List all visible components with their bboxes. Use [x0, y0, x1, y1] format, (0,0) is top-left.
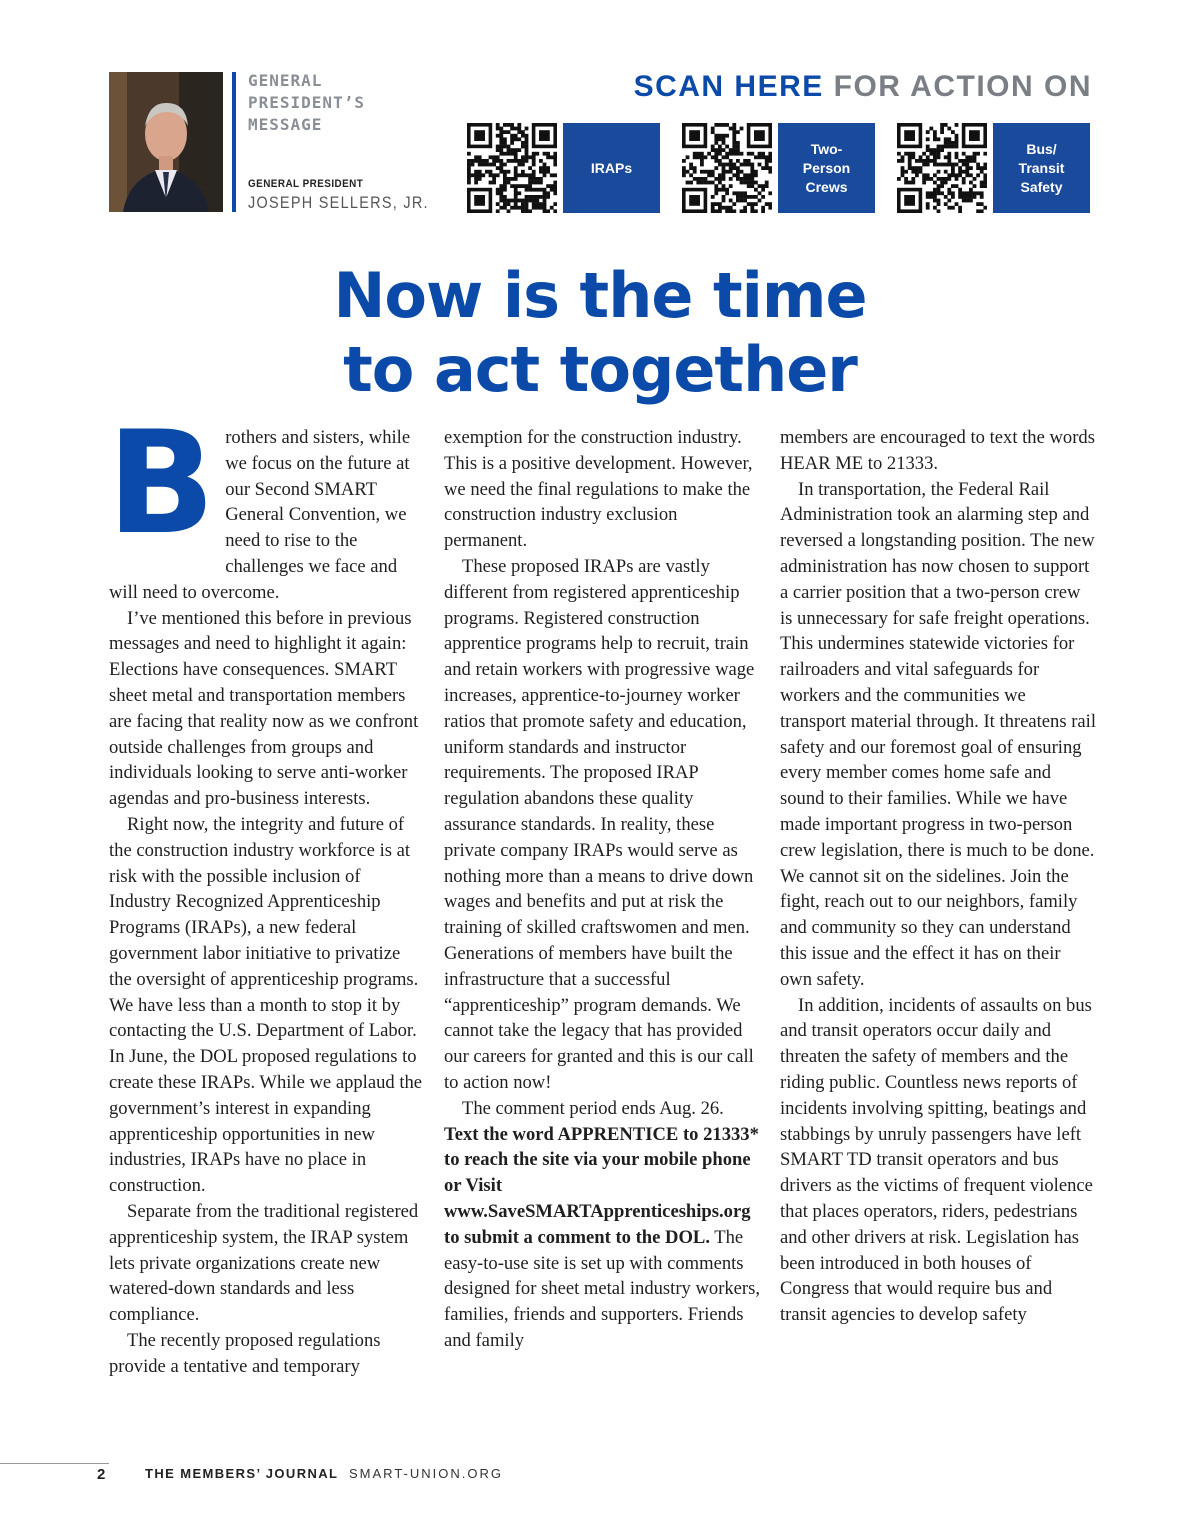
paragraph-call-to-action [444, 1096, 760, 1354]
qr-label-two-person-crews: Two- Person Crews [778, 123, 875, 213]
qr-block-bus-transit-safety[interactable] [897, 123, 1090, 213]
headline-line-1: Now is the time [333, 259, 867, 332]
page-number: 2 [97, 1466, 107, 1483]
paragraph: In addition, incidents of assaults on bus and transit operators occur daily and threaten the safety of members and the riding public. Countless news reports of incidents involving spitting, beatings and stabbings by unruly passengers have left SMART TD transit operators and bus drivers as the victims of frequent violence that places operators, riders, pedestrians and other drivers at risk. Legislation has been introduced in both houses of Congress that would require bus and transit agencies to develop safety [780, 994, 1093, 1326]
accent-bar [232, 72, 236, 212]
qr-code-icon[interactable] [682, 123, 772, 213]
section-title-line: MESSAGE [248, 115, 323, 134]
article-column-3 [780, 425, 1096, 1328]
footer-rule [0, 1463, 109, 1464]
paragraph: The recently proposed regulations provide a tentative and temporary [109, 1329, 381, 1377]
call-to-action-text: Text the word APPRENTICE to 21333* to reach the site via your mobile phone or Visit www.SaveSMARTApprenticeships.org to submit a comment to the DOL. [444, 1123, 759, 1248]
president-photo [109, 72, 223, 212]
qr-block-irap[interactable] [467, 123, 660, 213]
section-title-line: GENERAL [248, 71, 323, 90]
scan-heading-lead: SCAN HERE [633, 70, 824, 103]
paragraph: Separate from the traditional registered apprenticeship system, the IRAP system lets private organizations create new watered-down standards and less compliance. [109, 1200, 419, 1326]
scan-heading [634, 70, 1092, 104]
paragraph: Right now, the integrity and future of the construction industry workforce is at risk with the possible inclusion of Industry Recognized Apprenticeship Programs (IRAPs), a new federal government labor initiative to privatize the oversight of apprenticeship programs. We have less than a month to stop it by contacting the U.S. Department of Labor. In June, the DOL proposed regulations to create these IRAPs. While we applaud the government’s interest in expanding apprenticeship opportunities in new industries, IRAPs have no place in construction. [109, 813, 423, 1197]
president-label: GENERAL PRESIDENT [248, 178, 364, 190]
qr-label-bus-transit-safety: Bus/ Transit Safety [993, 123, 1090, 213]
qr-code-icon[interactable] [897, 123, 987, 213]
paragraph: I’ve mentioned this before in previous messages and need to highlight it again: Elections have consequences. SMART sheet metal and transportation members are facing that reality now as we confront outside challenges from groups and individuals looking to serve anti-worker agendas and pro-business interests. [109, 607, 419, 810]
article-column-1 [107, 401, 425, 1379]
qr-code-icon[interactable] [467, 123, 557, 213]
scan-heading-rest: FOR ACTION ON [823, 70, 1092, 103]
call-to-action-lead: The comment period ends Aug. 26. [462, 1097, 724, 1119]
section-title-line: PRESIDENT’S [248, 93, 365, 112]
headline-line-2: to act together [343, 333, 857, 406]
qr-block-two-person-crews[interactable] [682, 123, 875, 213]
drop-cap: B [107, 401, 216, 566]
qr-label-irap: IRAPs [563, 123, 660, 213]
article-column-2 [444, 425, 760, 1354]
paragraph: rothers and sisters, while we focus on the future at our Second SMART General Convention, we need to rise to the challenges we face and will need to overcome. [109, 427, 411, 603]
call-to-action-tail: The easy-to-use site is set up with comments designed for sheet metal industry workers, families, friends and supporters. Friends and family [444, 1226, 761, 1351]
journal-title: THE MEMBERS’ JOURNAL [145, 1466, 339, 1481]
site-link[interactable]: SMART-UNION.ORG [349, 1466, 503, 1481]
president-name: JOSEPH SELLERS, JR. [248, 193, 429, 212]
paragraph: exemption for the construction industry. This is a positive development. However, we need the final regulations to make the construction industry exclusion permanent. [444, 427, 753, 552]
paragraph: These proposed IRAPs are vastly different from registered apprenticeship programs. Registered construction apprentice programs help to recruit, train and retain workers with progressive wage increases, apprentice-to-journey worker ratios that promote safety and education, uniform standards and instructor requirements. The proposed IRAP regulation abandons these quality assurance standards. In reality, these private company IRAPs would serve as nothing more than a means to drive down wages and benefits and put at risk the training of skilled craftswomen and men. Generations of members have built the infrastructure that a successful “apprenticeship” program demands. We cannot take the legacy that has provided our careers for granted and this is our call to action now! [444, 555, 755, 1093]
paragraph: members are encouraged to text the words HEAR ME to 21333. [780, 427, 1095, 474]
section-title [248, 70, 438, 136]
paragraph: In transportation, the Federal Rail Administration took an alarming step and reversed a longstanding position. The new administration has now chosen to support a carrier position that a two-person crew is unnecessary for safe freight operations. This undermines statewide victories for railroaders and vital safeguards for workers and the communities we transport material through. It threatens rail safety and our foremost goal of ensuring every member comes home safe and sound to their families. While we have made important progress in two-person crew legislation, there is much to be done. We cannot sit on the sidelines. Join the fight, reach out to our neighbors, family and community so they can understand this issue and the effect it has on their own safety. [780, 478, 1096, 990]
